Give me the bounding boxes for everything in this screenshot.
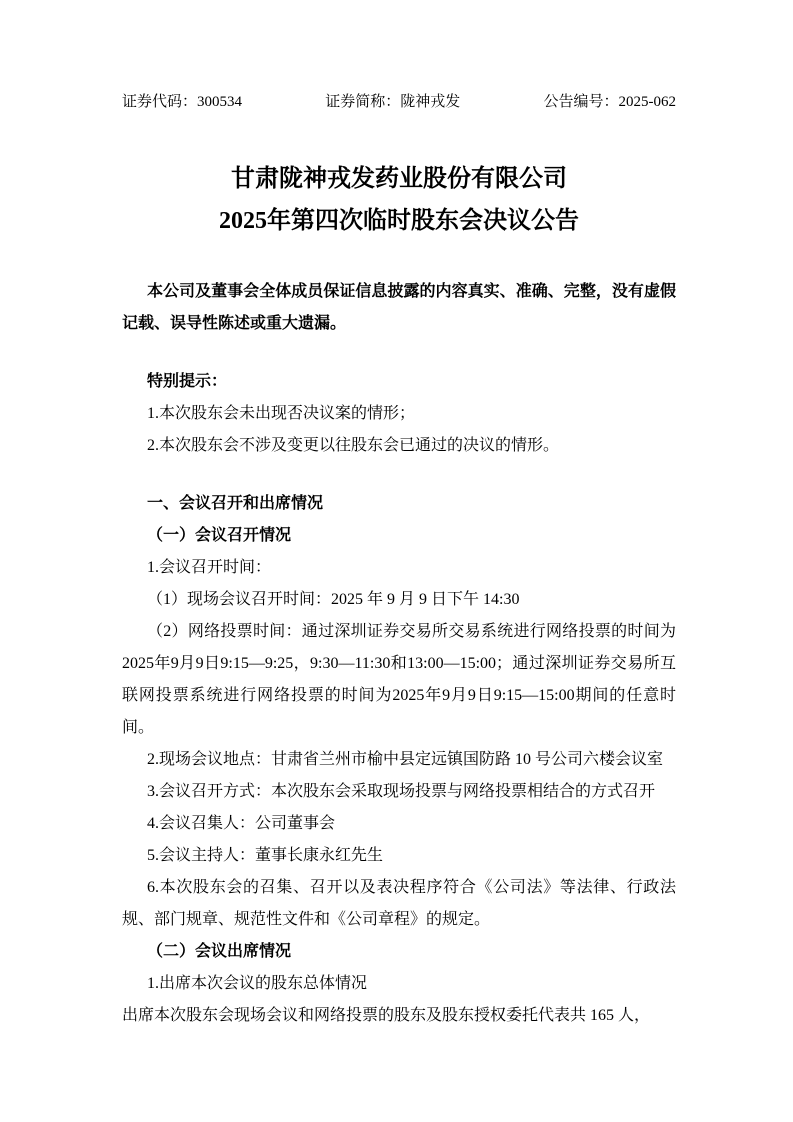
document-title [122,158,676,242]
item-meeting-time: 1.会议召开时间： [147,559,272,576]
stock-abbr: 证券简称：陇神戎发 [325,94,461,110]
announcement-number: 公告编号：2025-062 [543,94,676,110]
item-attendance-overview: 1.出席本次会议的股东总体情况 [147,975,368,992]
item-venue: 2.现场会议地点：甘肃省兰州市榆中县定远镇国防路 10 号公司六楼会议室 [147,751,664,768]
item-online-voting-time: （2）网络投票时间：通过深圳证券交易所交易系统进行网络投票的时间为2025年9月9日9:15—9:25，9:30—11:30和13:00—15:00；通过深圳证券交易所互联网投票系统进行网络投票的时间为2025年9月9日9:15—15:00期间的任意时间。 [122,623,676,736]
announcement-title: 2025年第四次临时股东会决议公告 [219,208,579,234]
disclaimer: 本公司及董事会全体成员保证信息披露的内容真实、准确、完整，没有虚假记载、误导性陈述或重大遗漏。 [122,283,676,332]
item-chairperson: 5.会议主持人：董事长康永红先生 [147,847,384,864]
item-onsite-meeting-time: （1）现场会议召开时间：2025 年 9 月 9 日下午 14:30 [147,591,520,608]
section-1-1-heading: （一）会议召开情况 [147,527,292,544]
special-note-item-1: 1.本次股东会未出现否决议案的情形； [147,405,416,422]
document-body [122,276,676,1032]
attendance-stats: 出席本次股东会现场会议和网络投票的股东及股东授权委托代表共 165 人， [122,1007,651,1024]
document-header [122,92,676,112]
item-meeting-method: 3.会议召开方式：本次股东会采取现场投票与网络投票相结合的方式召开 [147,783,656,800]
item-convener: 4.会议召集人：公司董事会 [147,815,336,832]
company-name: 甘肃陇神戎发药业股份有限公司 [231,166,567,192]
special-note-item-2: 2.本次股东会不涉及变更以往股东会已通过的决议的情形。 [147,437,560,454]
section-1-2-heading: （二）会议出席情况 [147,943,292,960]
section-1-heading: 一、会议召开和出席情况 [147,495,324,512]
special-note-heading: 特别提示： [147,373,228,390]
stock-code: 证券代码：300534 [122,94,243,110]
item-compliance: 6.本次股东会的召集、召开以及表决程序符合《公司法》等法律、行政法规、部门规章、规范性文件和《公司章程》的规定。 [122,879,676,928]
